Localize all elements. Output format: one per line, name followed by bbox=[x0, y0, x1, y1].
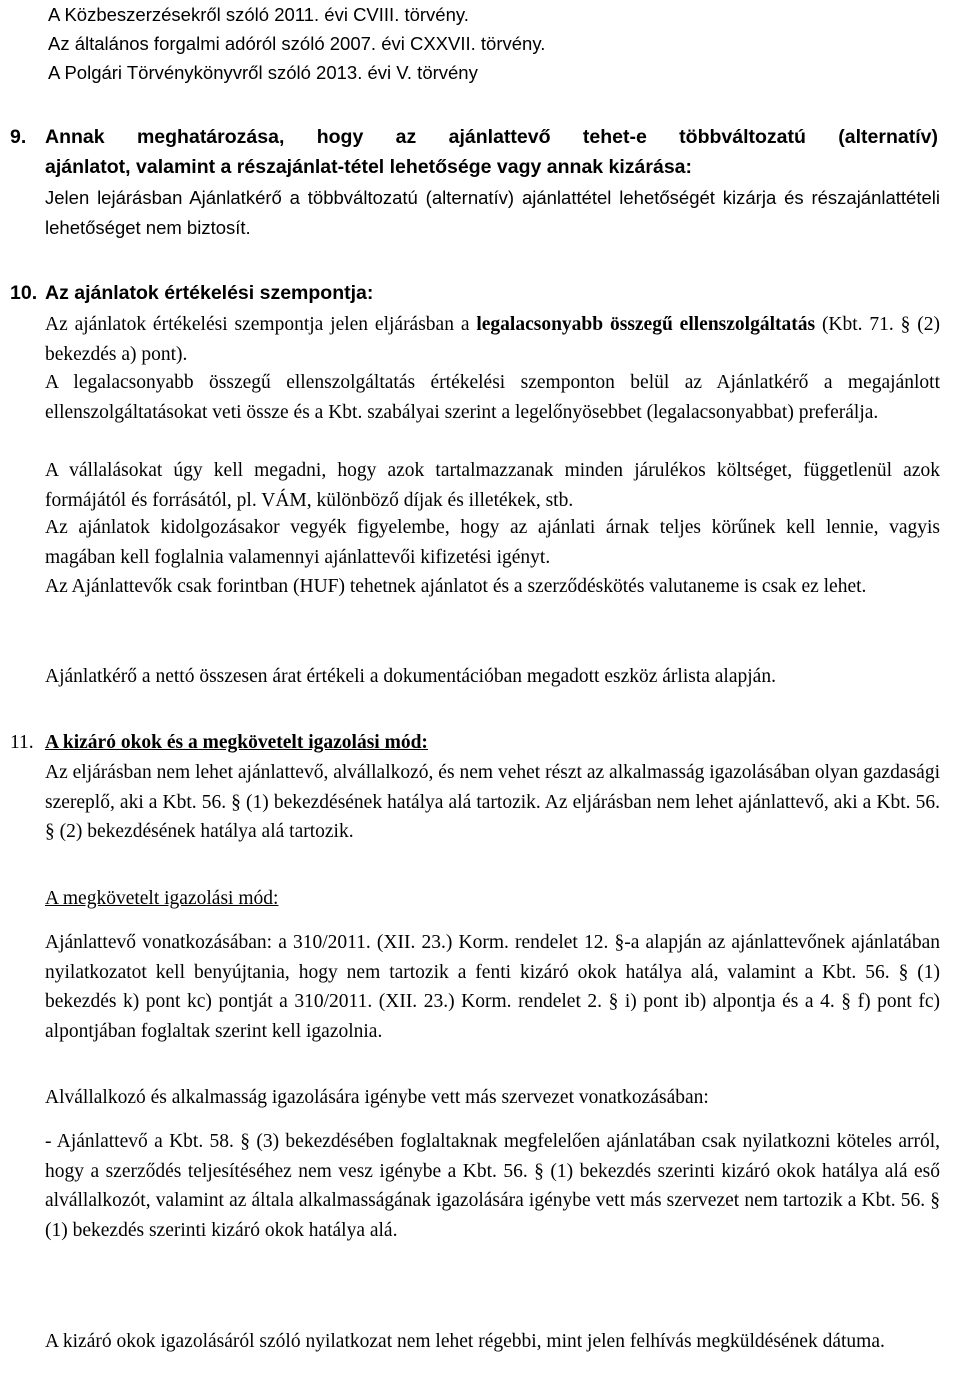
law-references bbox=[48, 0, 545, 87]
section-11-paragraph: - Ajánlattevő a Kbt. 58. § (3) bekezdésében foglaltaknak megfelelően ajánlatában csak nyilatkozni köteles arról, hogy a szerződés teljesítéséhez nem vesz igénybe a Kbt. 56. § (1) bekezdés szerinti kizáró okok hatálya alá eső alvállalkozót, valamint az általa alkalmasságának igazolására igénybe vett más szervezet nem tartozik a Kbt. 56. § (1) bekezdés szerinti kizáró okok hatálya alá. bbox=[45, 1131, 940, 1241]
section-10-paragraph: A vállalásokat úgy kell megadni, hogy azok tartalmazzanak minden járulékos költséget, függetlenül azok formájától és forrásától, pl. VÁM, különböző díjak és illetékek, stb. bbox=[45, 460, 940, 511]
section-11-subheading bbox=[45, 884, 940, 914]
section-10-heading bbox=[10, 279, 940, 309]
criteria-ref: (Kbt. 71. § (2) bekezdés a) pont). bbox=[45, 314, 941, 365]
section-9-body: Jelen lejárásban Ajánlatkérő a többváltozatú (alternatív) ajánlattétel lehetőségét kizárja és részajánlattételi lehetőséget nem biztosít. bbox=[45, 187, 940, 238]
section-11-paragraph: A kizáró okok igazolásáról szóló nyilatkozat nem lehet régebbi, mint jelen felhívás megküldésének dátuma. bbox=[45, 1331, 885, 1352]
section-11-paragraph: Az eljárásban nem lehet ajánlattevő, alvállalkozó, és nem vehet részt az alkalmasság igazolásában olyan gazdasági szereplő, aki a Kbt. 56. § (1) bekezdésének hatálya alá tartozik. Az eljárásban nem lehet ajánlattevő, aki a Kbt. 56. § (2) bekezdésének hatálya alá tartozik. bbox=[45, 762, 940, 843]
section-heading-text: Az ajánlatok értékelési szempontja: bbox=[45, 282, 374, 304]
criteria-paragraph bbox=[45, 310, 940, 369]
law-reference: A Közbeszerzésekről szóló 2011. évi CVIII. törvény. bbox=[48, 4, 469, 25]
section-9-heading bbox=[10, 123, 940, 153]
criteria-bold: legalacsonyabb összegű ellenszolgáltatás bbox=[476, 314, 816, 335]
section-10-paragraph: A legalacsonyabb összegű ellenszolgáltatás értékelési szemponton belül az Ajánlatkérő a megajánlott ellenszolgáltatásokat veti össze és a Kbt. szabályai szerint a legelőnyösebbet (legalacsonyabbat) preferálja. bbox=[45, 372, 940, 423]
section-number: 9. bbox=[10, 126, 27, 148]
section-10-paragraph: Ajánlatkérő a nettó összesen árat értékeli a dokumentációban megadott eszköz árlista alapján. bbox=[45, 666, 776, 687]
section-heading-line: Annak meghatározása, hogy az ajánlattevő tehet-e többváltozatú (alternatív) bbox=[45, 126, 938, 148]
law-reference: Az általános forgalmi adóról szóló 2007. évi CXXVII. törvény. bbox=[48, 33, 546, 54]
section-10-paragraph: Az ajánlatok kidolgozásakor vegyék figyelembe, hogy az ajánlati árnak teljes körűnek kell lennie, vagyis magában kell foglalnia valamennyi ajánlattevői kifizetési igényt. bbox=[45, 517, 940, 568]
section-10-paragraph: Az Ajánlattevők csak forintban (HUF) tehetnek ajánlatot és a szerződéskötés valutaneme is csak ez lehet. bbox=[45, 576, 867, 597]
subheading-text: A megkövetelt igazolási mód: bbox=[45, 888, 279, 909]
section-11-paragraph: Alvállalkozó és alkalmasság igazolására igénybe vett más szervezet vonatkozásában: bbox=[45, 1087, 709, 1108]
section-11-paragraph: Ajánlattevő vonatkozásában: a 310/2011. (XII. 23.) Korm. rendelet 12. §-a alapján az ajánlattevőnek ajánlatában nyilatkozatot kell benyújtania, hogy nem tartozik a fenti kizáró okok hatálya alá, valamint a Kbt. 56. § (1) bekezdés k) pont kc) pontját a 310/2011. (XII. 23.) Korm. rendelet 2. § i) pont ib) alpontja és a 4. § f) pont fc) alpontjában foglaltak szerint kell igazolnia. bbox=[45, 932, 940, 1042]
section-11-heading bbox=[10, 728, 940, 758]
section-number: 11. bbox=[10, 732, 34, 753]
section-10-criteria bbox=[45, 310, 940, 369]
section-9-heading-cont: ajánlatot, valamint a részajánlat-tétel lehetősége vagy annak kizárása: bbox=[45, 156, 693, 178]
section-heading-text: A kizáró okok és a megkövetelt igazolási mód: bbox=[45, 732, 428, 753]
law-reference: A Polgári Törvénykönyvről szóló 2013. évi V. törvény bbox=[48, 62, 478, 83]
section-number: 10. bbox=[10, 282, 38, 304]
criteria-text: Az ajánlatok értékelési szempontja jelen eljárásban a bbox=[45, 314, 477, 335]
